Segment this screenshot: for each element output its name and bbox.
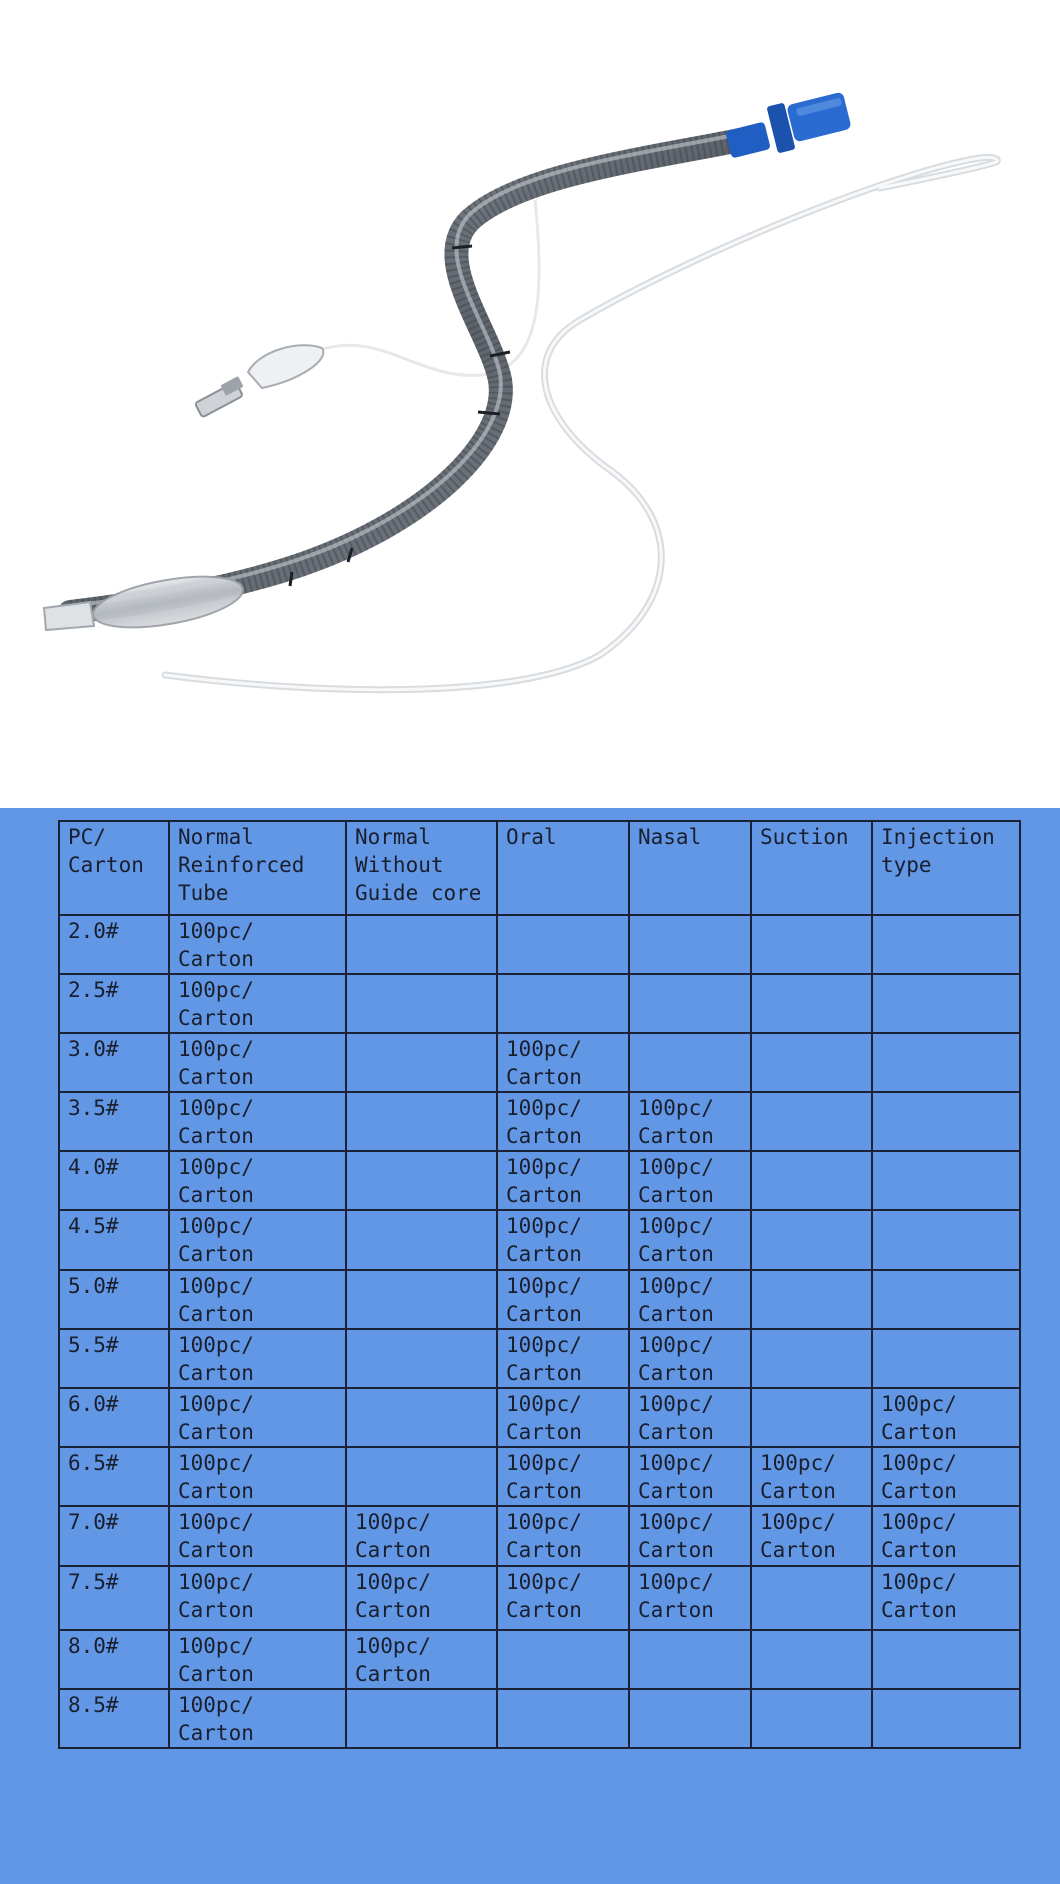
cell-line: Reinforced	[178, 853, 305, 877]
cell-suction	[751, 1329, 872, 1388]
cell-line: 100pc/	[506, 1392, 582, 1416]
cell-line: Carton	[881, 1420, 957, 1444]
cell-injection	[872, 1270, 1020, 1329]
cell-oral	[497, 1689, 629, 1748]
cell-suction	[751, 1092, 872, 1151]
cell-line: Carton	[178, 1479, 254, 1503]
cell-nasal	[629, 1630, 751, 1689]
cell-suction	[751, 1566, 872, 1630]
size-cell: 3.5#	[59, 1092, 169, 1151]
cell-without-guide-core	[346, 1151, 497, 1210]
cell-line: Carton	[178, 1065, 254, 1089]
cell-line: Carton	[638, 1124, 714, 1148]
cell-line: 100pc/	[506, 1333, 582, 1357]
cell-injection	[872, 974, 1020, 1033]
cell-line: Carton	[178, 1242, 254, 1266]
cell-line: Carton	[881, 1479, 957, 1503]
size-cell: 5.0#	[59, 1270, 169, 1329]
cell-nasal	[629, 915, 751, 974]
cell-injection	[872, 1210, 1020, 1270]
cell-line: Carton	[506, 1302, 582, 1326]
cell-suction	[751, 974, 872, 1033]
cell-line: Carton	[355, 1598, 431, 1622]
cell-oral	[497, 1506, 629, 1566]
size-cell: 2.0#	[59, 915, 169, 974]
cell-line: 100pc/	[178, 978, 254, 1002]
cell-without-guide-core	[346, 1329, 497, 1388]
cell-normal-reinforced	[169, 1270, 346, 1329]
product-photo	[0, 0, 1060, 808]
cell-line: Carton	[506, 1361, 582, 1385]
cell-oral	[497, 1210, 629, 1270]
cell-oral	[497, 1447, 629, 1506]
table-header-row	[59, 821, 1020, 915]
specification-panel	[0, 808, 1060, 1884]
cell-normal-reinforced	[169, 1630, 346, 1689]
cuff	[89, 567, 246, 637]
size-cell: 3.0#	[59, 1033, 169, 1092]
cell-normal-reinforced	[169, 1151, 346, 1210]
cell-line: Carton	[178, 1598, 254, 1622]
cell-line: 100pc/	[760, 1451, 836, 1475]
cell-normal-reinforced	[169, 1506, 346, 1566]
cell-line: type	[881, 853, 932, 877]
table-row	[59, 915, 1020, 974]
cell-line: 100pc/	[178, 1570, 254, 1594]
cell-nasal	[629, 1033, 751, 1092]
cell-line: 100pc/	[506, 1451, 582, 1475]
cell-suction	[751, 1630, 872, 1689]
cell-normal-reinforced	[169, 1447, 346, 1506]
cell-line: Carton	[178, 1006, 254, 1030]
cell-normal-reinforced	[169, 1388, 346, 1447]
col-oral	[497, 821, 629, 915]
size-cell: 4.0#	[59, 1151, 169, 1210]
cell-injection	[872, 1566, 1020, 1630]
cell-line: 100pc/	[638, 1392, 714, 1416]
cell-line: Carton	[881, 1598, 957, 1622]
cell-oral	[497, 1566, 629, 1630]
cell-injection	[872, 1506, 1020, 1566]
cell-nasal	[629, 1689, 751, 1748]
size-cell: 4.5#	[59, 1210, 169, 1270]
cell-without-guide-core	[346, 915, 497, 974]
cell-line: Carton	[506, 1065, 582, 1089]
cell-line: Carton	[178, 1420, 254, 1444]
cell-suction	[751, 1270, 872, 1329]
cell-line: 100pc/	[355, 1570, 431, 1594]
cell-injection	[872, 1447, 1020, 1506]
cell-line: Carton	[355, 1662, 431, 1686]
cell-line: Carton	[506, 1538, 582, 1562]
col-injection-type	[872, 821, 1020, 915]
tube-body	[70, 140, 740, 612]
table-row	[59, 1689, 1020, 1748]
cell-line: PC/	[68, 825, 106, 849]
cell-line: Tube	[178, 881, 229, 905]
cell-without-guide-core	[346, 1270, 497, 1329]
stylet-wire	[165, 157, 997, 689]
cell-line: Suction	[760, 825, 849, 849]
cell-line: Carton	[506, 1479, 582, 1503]
size-cell: 7.5#	[59, 1566, 169, 1630]
cell-suction	[751, 1506, 872, 1566]
cell-line: 100pc/	[178, 1037, 254, 1061]
cell-line: Carton	[178, 1302, 254, 1326]
table-row	[59, 1210, 1020, 1270]
cell-nasal	[629, 974, 751, 1033]
cell-line: Carton	[881, 1538, 957, 1562]
col-normal-without-guide-core	[346, 821, 497, 915]
cell-line: Carton	[178, 947, 254, 971]
cell-line: 100pc/	[638, 1096, 714, 1120]
cell-line: 100pc/	[881, 1510, 957, 1534]
cell-nasal	[629, 1506, 751, 1566]
table-row	[59, 1092, 1020, 1151]
cell-nasal	[629, 1388, 751, 1447]
table-row	[59, 974, 1020, 1033]
cell-line: 100pc/	[178, 1392, 254, 1416]
cell-line: 100pc/	[638, 1155, 714, 1179]
cell-line: 100pc/	[638, 1570, 714, 1594]
reinforced-endotracheal-tube-icon	[0, 0, 1060, 808]
cell-oral	[497, 1033, 629, 1092]
cell-nasal	[629, 1210, 751, 1270]
cell-suction	[751, 915, 872, 974]
table-body	[59, 915, 1020, 1748]
cell-line: 100pc/	[178, 1693, 254, 1717]
cell-without-guide-core	[346, 1447, 497, 1506]
cell-line: Normal	[178, 825, 254, 849]
cell-line: 100pc/	[506, 1510, 582, 1534]
col-nasal	[629, 821, 751, 915]
table-row	[59, 1033, 1020, 1092]
size-cell: 6.0#	[59, 1388, 169, 1447]
table-row	[59, 1566, 1020, 1630]
cell-line: 100pc/	[506, 1037, 582, 1061]
cell-line: Carton	[760, 1538, 836, 1562]
cell-line: Carton	[506, 1598, 582, 1622]
size-cell: 2.5#	[59, 974, 169, 1033]
cell-normal-reinforced	[169, 1092, 346, 1151]
cell-suction	[751, 1210, 872, 1270]
cell-without-guide-core	[346, 1210, 497, 1270]
cell-suction	[751, 1388, 872, 1447]
cell-oral	[497, 1388, 629, 1447]
cell-line: 100pc/	[178, 1333, 254, 1357]
cell-without-guide-core	[346, 1033, 497, 1092]
cell-line: 100pc/	[506, 1155, 582, 1179]
cell-line: 100pc/	[178, 1510, 254, 1534]
table-row	[59, 1506, 1020, 1566]
pilot-line	[320, 200, 539, 375]
cell-line: 100pc/	[178, 1274, 254, 1298]
cell-line: Carton	[760, 1479, 836, 1503]
cell-nasal	[629, 1329, 751, 1388]
cell-normal-reinforced	[169, 1689, 346, 1748]
cell-line: 100pc/	[506, 1570, 582, 1594]
cell-nasal	[629, 1151, 751, 1210]
tube-tip	[44, 602, 94, 630]
cell-without-guide-core	[346, 1689, 497, 1748]
cell-oral	[497, 974, 629, 1033]
table-row	[59, 1447, 1020, 1506]
cell-oral	[497, 1630, 629, 1689]
size-cell: 8.0#	[59, 1630, 169, 1689]
cell-injection	[872, 1388, 1020, 1447]
cell-nasal	[629, 1566, 751, 1630]
cell-oral	[497, 915, 629, 974]
cell-line: 100pc/	[178, 919, 254, 943]
size-cell: 6.5#	[59, 1447, 169, 1506]
table-row	[59, 1329, 1020, 1388]
cell-injection	[872, 1092, 1020, 1151]
cell-suction	[751, 1151, 872, 1210]
col-normal-reinforced-tube	[169, 821, 346, 915]
cell-normal-reinforced	[169, 1210, 346, 1270]
cell-oral	[497, 1329, 629, 1388]
cell-line: 100pc/	[506, 1214, 582, 1238]
cell-line: 100pc/	[178, 1214, 254, 1238]
cell-line: 100pc/	[760, 1510, 836, 1534]
cell-line: 100pc/	[178, 1155, 254, 1179]
cell-injection	[872, 1329, 1020, 1388]
cell-oral	[497, 1092, 629, 1151]
cell-line: Carton	[178, 1662, 254, 1686]
pilot-balloon	[195, 345, 323, 417]
cell-suction	[751, 1033, 872, 1092]
table-row	[59, 1630, 1020, 1689]
cell-line: 100pc/	[178, 1451, 254, 1475]
cell-injection	[872, 1630, 1020, 1689]
cell-line: Carton	[68, 853, 144, 877]
cell-line: 100pc/	[638, 1333, 714, 1357]
cell-line: 100pc/	[506, 1096, 582, 1120]
cell-line: Nasal	[638, 825, 702, 849]
cell-line: Carton	[506, 1420, 582, 1444]
cell-normal-reinforced	[169, 1033, 346, 1092]
cell-nasal	[629, 1447, 751, 1506]
cell-line: Carton	[638, 1183, 714, 1207]
cell-normal-reinforced	[169, 974, 346, 1033]
cell-line: Normal	[355, 825, 431, 849]
cell-suction	[751, 1689, 872, 1748]
cell-without-guide-core	[346, 974, 497, 1033]
cell-line: 100pc/	[881, 1570, 957, 1594]
connector	[725, 92, 852, 159]
table-row	[59, 1151, 1020, 1210]
cell-line: 100pc/	[178, 1096, 254, 1120]
cell-line: Carton	[638, 1479, 714, 1503]
cell-normal-reinforced	[169, 915, 346, 974]
cell-without-guide-core	[346, 1092, 497, 1151]
cell-line: Carton	[178, 1721, 254, 1745]
size-cell: 7.0#	[59, 1506, 169, 1566]
col-suction	[751, 821, 872, 915]
cell-normal-reinforced	[169, 1566, 346, 1630]
cell-line: 100pc/	[881, 1392, 957, 1416]
cell-line: Carton	[178, 1183, 254, 1207]
cell-line: Carton	[506, 1183, 582, 1207]
cell-line: Injection	[881, 825, 995, 849]
cell-line: 100pc/	[355, 1510, 431, 1534]
cell-nasal	[629, 1270, 751, 1329]
col-pc-carton	[59, 821, 169, 915]
cell-oral	[497, 1151, 629, 1210]
cell-without-guide-core	[346, 1630, 497, 1689]
cell-line: Carton	[638, 1598, 714, 1622]
cell-normal-reinforced	[169, 1329, 346, 1388]
size-cell: 8.5#	[59, 1689, 169, 1748]
cell-line: 100pc/	[638, 1274, 714, 1298]
cell-line: Carton	[178, 1124, 254, 1148]
cell-line: 100pc/	[638, 1214, 714, 1238]
cell-without-guide-core	[346, 1566, 497, 1630]
cell-oral	[497, 1270, 629, 1329]
cell-line: Carton	[178, 1538, 254, 1562]
table-row	[59, 1388, 1020, 1447]
cell-injection	[872, 1033, 1020, 1092]
cell-line: Oral	[506, 825, 557, 849]
cell-line: Carton	[506, 1242, 582, 1266]
cell-line: Carton	[638, 1242, 714, 1266]
cell-without-guide-core	[346, 1388, 497, 1447]
cell-line: Carton	[638, 1302, 714, 1326]
cell-injection	[872, 915, 1020, 974]
cell-injection	[872, 1689, 1020, 1748]
cell-line: Guide core	[355, 881, 482, 905]
specification-table	[58, 820, 1021, 1749]
cell-line: 100pc/	[638, 1510, 714, 1534]
cell-line: 100pc/	[355, 1634, 431, 1658]
cell-line: Without	[355, 853, 444, 877]
table-row	[59, 1270, 1020, 1329]
cell-line: 100pc/	[638, 1451, 714, 1475]
cell-line: 100pc/	[178, 1634, 254, 1658]
cell-line: 100pc/	[881, 1451, 957, 1475]
cell-line: Carton	[506, 1124, 582, 1148]
cell-nasal	[629, 1092, 751, 1151]
size-cell: 5.5#	[59, 1329, 169, 1388]
cell-without-guide-core	[346, 1506, 497, 1566]
cell-line: Carton	[638, 1538, 714, 1562]
cell-line: Carton	[355, 1538, 431, 1562]
cell-line: Carton	[638, 1420, 714, 1444]
cell-line: Carton	[638, 1361, 714, 1385]
cell-injection	[872, 1151, 1020, 1210]
cell-line: Carton	[178, 1361, 254, 1385]
cell-line: 100pc/	[506, 1274, 582, 1298]
cell-suction	[751, 1447, 872, 1506]
